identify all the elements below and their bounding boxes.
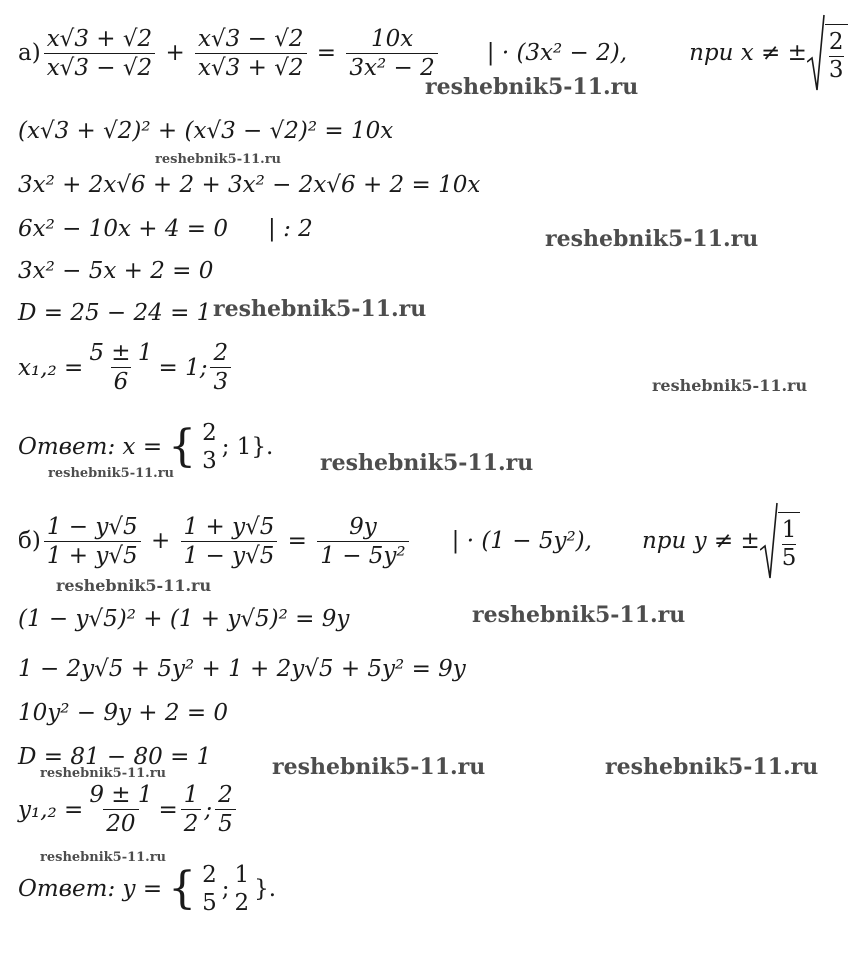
part-a-label: а): [18, 40, 41, 66]
part-a-step3: 6x² − 10x + 4 = 0: [18, 216, 229, 242]
fraction-denominator: 5: [202, 890, 217, 916]
watermark: reshebnik5-11.ru: [472, 602, 686, 628]
roots-second-fraction: [215, 782, 236, 837]
part-a-roots: [18, 340, 234, 395]
part-a-step3-row: [18, 216, 313, 242]
watermark: reshebnik5-11.ru: [213, 296, 427, 322]
answer-fraction: [199, 420, 220, 474]
part-b-fraction-1: [44, 514, 141, 569]
roots-fraction: [86, 782, 155, 837]
fraction-denominator: 3: [202, 448, 217, 474]
roots-first-fraction: [181, 782, 202, 837]
left-brace-icon: {: [168, 863, 197, 914]
watermark: reshebnik5-11.ru: [40, 766, 167, 781]
part-b-step1: (1 − y√5)² + (1 + y√5)² = 9y: [18, 606, 350, 632]
part-a-discriminant: D = 25 − 24 = 1: [18, 300, 212, 326]
roots-lhs: y₁,₂ =: [18, 796, 84, 823]
watermark: reshebnik5-11.ru: [48, 466, 175, 481]
part-a-condition-sqrt: [807, 14, 848, 92]
fraction-denominator: 1 − 5y²: [317, 541, 408, 569]
part-a-fraction-2: [195, 26, 306, 81]
watermark: reshebnik5-11.ru: [155, 152, 282, 167]
fraction-denominator: 2: [181, 809, 202, 837]
fraction-denominator: 1 + y√5: [44, 541, 141, 569]
fraction-denominator: x√3 + √2: [195, 53, 306, 81]
answer-tail: }.: [254, 876, 277, 902]
fraction-numerator: 1 − y√5: [46, 513, 138, 540]
watermark: reshebnik5-11.ru: [605, 754, 819, 780]
fraction-numerator: 2: [202, 420, 217, 446]
fraction-denominator: 20: [103, 809, 138, 837]
part-b-equation: б) $\frac{1 - y√5}{1 + y√5}$ + $\frac{1 + y√5}{1 - y√5}$ = $\frac{9y}{\text{1 − 5y²}}$ | · (1 − 5y²), при y ≠ ± $\frac{1}{5}$: [18, 502, 800, 580]
part-a-multiplier: | · (3x² − 2),: [486, 40, 628, 66]
fraction-numerator: 1 + y√5: [183, 513, 275, 540]
part-a-equation: а) $\frac{x√3 + √2}{x√3 - √2}$ + $\frac{x√3 - √2}{x√3 + √2}$ = $\frac{10x}{\text{3x² − 2}}$ | · (3x² − 2), при x ≠ ± $\frac{2}{3}$: [18, 14, 848, 92]
left-brace-icon: {: [168, 421, 197, 472]
fraction-denominator: 3: [828, 56, 844, 83]
fraction-numerator: 1: [183, 782, 199, 808]
roots-rhs: = 1;: [158, 354, 208, 381]
roots-second-fraction: [210, 340, 231, 395]
part-a-condition-prefix: при x ≠ ±: [689, 40, 807, 66]
part-a-step2: 3x² + 2x√6 + 2 + 3x² − 2x√6 + 2 = 10x: [18, 172, 481, 198]
answer-tail: ; 1}.: [221, 434, 274, 460]
part-b-roots: y₁,₂ = $\frac{9 \pm 1}{20}$ = $\frac{1}{2}$ ; $\frac{2}{5}$: [18, 782, 239, 837]
part-a-step4: 3x² − 5x + 2 = 0: [18, 258, 214, 284]
part-a-fraction-1: [44, 26, 155, 81]
watermark: reshebnik5-11.ru: [272, 754, 486, 780]
fraction-denominator: 2: [234, 890, 250, 916]
fraction-denominator: 5: [781, 544, 797, 571]
part-b-condition-sqrt: [760, 502, 801, 580]
fraction-numerator: 9y: [349, 513, 377, 540]
part-a-step3-divider: | : 2: [268, 216, 313, 242]
fraction-numerator: 1: [234, 862, 250, 888]
fraction-numerator: 10x: [370, 25, 414, 52]
fraction-denominator: 5: [215, 809, 236, 837]
fraction-numerator: 9 ± 1: [89, 782, 153, 808]
fraction-denominator: 3: [210, 367, 231, 395]
part-b-fraction-2: [181, 514, 278, 569]
roots-rhs: =: [158, 796, 178, 823]
fraction-numerator: 2: [218, 782, 233, 808]
watermark: reshebnik5-11.ru: [320, 450, 534, 476]
part-b-step3: 10y² − 9y + 2 = 0: [18, 700, 229, 726]
answer-prefix: Ответ: y =: [18, 876, 163, 902]
part-b-condition-prefix: при y ≠ ±: [641, 528, 760, 554]
sqrt-sign-icon: [760, 502, 778, 580]
part-a-step1: (x√3 + √2)² + (x√3 − √2)² = 10x: [18, 118, 394, 144]
fraction-denominator: 6: [111, 367, 132, 395]
fraction-denominator: 3x² − 2: [346, 53, 437, 81]
part-b-label: б): [18, 528, 41, 554]
part-b-discriminant: D = 81 − 80 = 1: [18, 744, 212, 770]
fraction-numerator: 5 ± 1: [89, 340, 153, 366]
part-b-step2: 1 − 2y√5 + 5y² + 1 + 2y√5 + 5y² = 9y: [18, 656, 466, 682]
part-b-rhs-fraction: [317, 514, 408, 569]
watermark: reshebnik5-11.ru: [425, 74, 639, 100]
fraction-numerator: 2: [213, 340, 229, 366]
part-b-multiplier: | · (1 − 5y²),: [451, 528, 592, 554]
watermark: reshebnik5-11.ru: [545, 226, 759, 252]
part-b-answer: Ответ: y = { 2 5 ; 1 2 }.: [18, 862, 277, 916]
answer-fraction-1: [199, 862, 220, 916]
answer-fraction-2: [232, 862, 253, 916]
fraction-numerator: 2: [202, 862, 217, 888]
fraction-denominator: 1 − y√5: [181, 541, 278, 569]
fraction-denominator: x√3 − √2: [44, 53, 155, 81]
sqrt-sign-icon: [807, 14, 825, 92]
fraction-numerator: 2: [828, 28, 844, 55]
fraction-numerator: x√3 − √2: [198, 25, 304, 52]
part-a-rhs-fraction: [346, 26, 437, 81]
fraction-numerator: x√3 + √2: [46, 25, 153, 52]
roots-fraction: [86, 340, 155, 395]
roots-lhs: x₁,₂ =: [18, 354, 84, 381]
watermark: reshebnik5-11.ru: [40, 850, 167, 865]
answer-prefix: Ответ: x =: [18, 434, 163, 460]
watermark: reshebnik5-11.ru: [56, 576, 212, 595]
fraction-numerator: 1: [781, 516, 797, 543]
watermark: reshebnik5-11.ru: [652, 376, 808, 395]
